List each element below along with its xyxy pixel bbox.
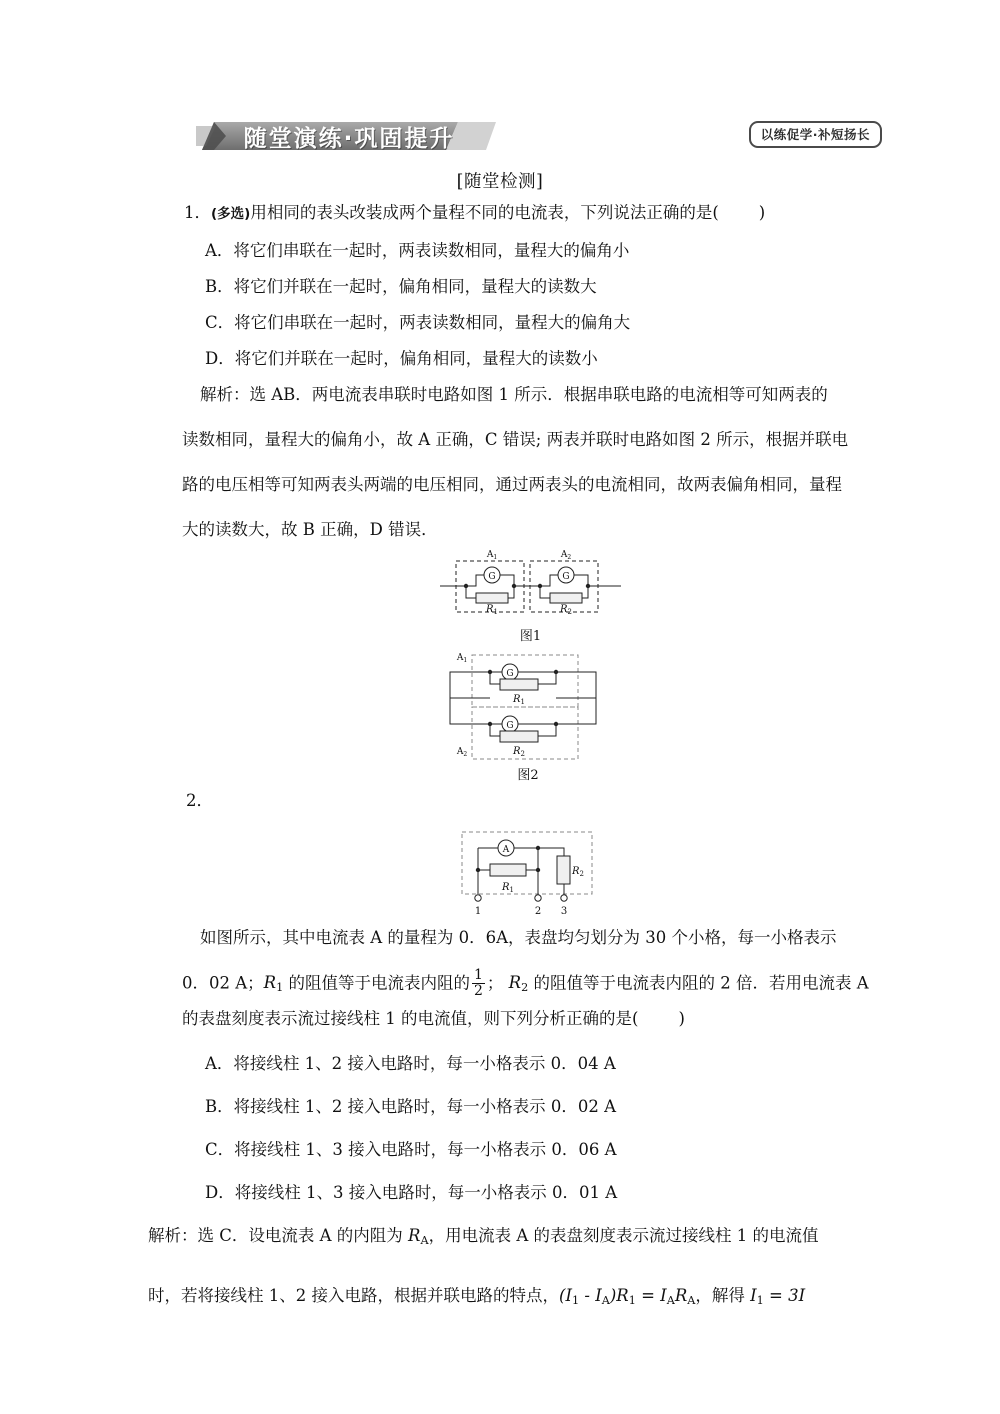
q2-line3-text: 的表盘刻度表示流过接线柱 1 的电流值，则下列分析正确的是( (182, 1009, 639, 1028)
figure-3-ammeter-symbol: A (502, 845, 510, 855)
section-banner (196, 116, 496, 156)
q2-exp2-equation-2: $I_1 = 3I$ (750, 1286, 806, 1308)
header-banner-row (0, 112, 1000, 160)
page-title: [随堂检测] (456, 172, 544, 192)
q2-symbol-r2: $R_2$ (508, 973, 529, 995)
question-1-option-a[interactable]: A．将它们串联在一起时，两表读数相同，量程大的偏角小 (205, 241, 630, 260)
q2-symbol-r1: $R_1$ (263, 973, 284, 995)
question-1-explanation-line-3: 路的电压相等可知两表头两端的电压相同，通过两表头的电流相同，故两表偏角相同，量程 (182, 475, 842, 494)
figure-2-galvanometer-1: G (506, 669, 514, 679)
question-2-option-a[interactable]: A．将接线柱 1、2 接入电路时，每一小格表示 0．04 A (205, 1054, 616, 1073)
status-badge: 以练促学·补短扬长 (749, 121, 882, 148)
banner-title: 随堂演练·巩固提升 (243, 125, 455, 152)
figure-2-circuit-diagram (428, 650, 628, 765)
question-2-number: 2． (186, 791, 213, 810)
q2-exp2-a: 时，若将接线柱 1、2 接入电路，根据并联电路的特点， (148, 1286, 559, 1305)
figure-2-resistor-r1: $R_1$ (513, 694, 525, 706)
q2-line2-part-a: 0．02 A； (182, 973, 264, 993)
question-1-option-d[interactable]: D．将它们并联在一起时，偏角相同，量程大的读数小 (205, 349, 598, 368)
figure-3-terminal-3[interactable]: 3 (560, 906, 568, 917)
q2-fraction-one-half: $\frac{1}{2}$ (473, 967, 483, 999)
figure-1-circuit-diagram (438, 548, 623, 626)
figure-3-resistor-r2: $R_2$ (572, 866, 584, 878)
question-1-explanation-line-4: 大的读数大，故 B 正确，D 错误． (182, 520, 438, 539)
figure-2-label-a2: $A_2$ (456, 747, 468, 758)
figure-1-galvanometer-1: G (488, 572, 496, 582)
figure-2 (428, 650, 628, 765)
q2-exp1-a: 解析：选 C．设电流表 A 的内阻为 (148, 1226, 409, 1245)
q2-exp1-b: ，用电流表 A 的表盘刻度表示流过接线柱 1 的电流值 (428, 1226, 819, 1245)
figure-2-label-a1: $A_1$ (456, 653, 468, 664)
question-2-stem-line-2 (182, 968, 869, 998)
question-2-explanation-line-1 (148, 1228, 818, 1246)
question-2-option-c[interactable]: C．将接线柱 1、3 接入电路时，每一小格表示 0．06 A (205, 1140, 617, 1159)
question-2-explanation-line-2: 时，若将接线柱 1、2 接入电路，根据并联电路的特点，$(I_1 - I_A)R_1 = I_AR_A$，解得 $I_1 = 3I$ (148, 1286, 806, 1308)
question-1-stem: 1．(多选)用相同的表头改装成两个量程不同的电流表，下列说法正确的是( ) (184, 203, 766, 222)
q2-line2-part-b: 的阻值等于电流表内阻的 (283, 973, 470, 993)
q2-exp2-equation-1: $(I_1 - I_A)R_1 = I_AR_A$ (559, 1286, 696, 1308)
figure-3-terminal-1[interactable]: 1 (474, 906, 482, 917)
q2-exp2-b: 解得 (711, 1286, 751, 1305)
question-1-tag: (多选) (211, 206, 251, 222)
figure-1-galvanometer-2: G (562, 572, 570, 582)
figure-1-resistor-r2: $R_2$ (560, 604, 572, 616)
question-1-stem-text: 用相同的表头改装成两个量程不同的电流表，下列说法正确的是( (250, 203, 719, 222)
figure-1-resistor-r1: $R_1$ (486, 604, 498, 616)
question-2-option-b[interactable]: B．将接线柱 1、2 接入电路时，每一小格表示 0．02 A (205, 1097, 617, 1116)
figure-1-label-a1: $A_1$ (486, 550, 498, 561)
q2-line2-part-c: ； (486, 973, 509, 993)
question-1-option-b[interactable]: B．将它们并联在一起时，偏角相同，量程大的读数大 (205, 277, 597, 296)
question-2-stem-line-1: 如图所示，其中电流表 A 的量程为 0．6A，表盘均匀划分为 30 个小格，每一小格表示 (200, 928, 837, 947)
figure-3-terminal-2[interactable]: 2 (534, 906, 542, 917)
question-2-stem-line-3 (182, 1011, 685, 1028)
figure-1-label-a2: $A_2$ (560, 550, 572, 561)
figure-1 (438, 548, 623, 626)
figure-3 (452, 826, 612, 918)
q2-line2-part-d: 的阻值等于电流表内阻的 2 倍．若用电流表 A (528, 973, 869, 993)
q2-line3-close: ) (678, 1009, 685, 1028)
figure-2-resistor-r2: $R_2$ (513, 746, 525, 758)
figure-3-circuit-diagram (452, 826, 612, 918)
question-1-number: 1 (184, 203, 195, 222)
question-1-explanation-line-1: 解析：选 AB．两电流表串联时电路如图 1 所示．根据串联电路的电流相等可知两表的 (200, 385, 828, 404)
figure-2-galvanometer-2: G (506, 721, 514, 731)
figure-3-resistor-r1: $R_1$ (502, 882, 514, 894)
figure-2-caption: 图2 (517, 768, 539, 783)
question-1-stem-close: ) (758, 203, 766, 222)
q2-exp1-symbol-ra: $R_A$ (408, 1226, 429, 1248)
question-1-option-c[interactable]: C．将它们串联在一起时，两表读数相同，量程大的偏角大 (205, 313, 631, 332)
figure-1-caption: 图1 (519, 629, 542, 644)
question-1-explanation-line-2: 读数相同，量程大的偏角小，故 A 正确，C 错误; 两表并联时电路如图 2 所示，根据并联电 (182, 430, 849, 449)
question-2-option-d[interactable]: D．将接线柱 1、3 接入电路时，每一小格表示 0．01 A (205, 1183, 618, 1202)
